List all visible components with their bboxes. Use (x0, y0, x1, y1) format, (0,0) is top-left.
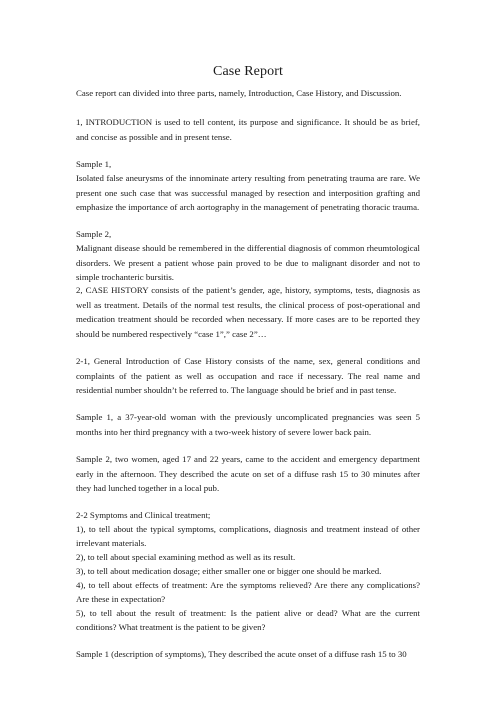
sample-description-paragraph: Sample 1 (description of symptoms), They described the acute onset of a diffuse rash 15 to 30 (76, 649, 407, 659)
sample-2-label: Sample 2, (76, 229, 112, 239)
general-introduction-paragraph: 2-1, General Introduction of Case History consists of the name, sex, general conditions and complaints of the patient as well as occupation and race if necessary. The real name and residential number shouldn’t be referred to. The language should be brief and in past tense. (76, 356, 420, 395)
list-item-3: 3), to tell about medication dosage; either smaller one or bigger one should be marked. (76, 566, 382, 576)
sample-1-text: Isolated false aneurysms of the innominate artery resulting from penetrating trauma are rare. We present one such case that was successful managed by resection and interposition grafting and emphasize the importance of arch aortography in the management of penetrating thoracic trauma. (76, 173, 420, 212)
sample-1-label: Sample 1, (76, 159, 112, 169)
case-history-section-paragraph: 2, CASE HISTORY consists of the patient’s gender, age, history, symptoms, tests, diagnosis as well as treatment. Details of the normal test results, the clinical process of post-operational and medication treatment should be recorded when necessary. If more cases are to be reported they should be numbered respectively “case 1”,” case 2”… (76, 285, 420, 339)
symptoms-section-heading: 2-2 Symptoms and Clinical treatment; (76, 510, 211, 520)
document-title: Case Report (213, 64, 283, 79)
sample-2-case-paragraph: Sample 2, two women, aged 17 and 22 years, came to the accident and emergency department early in the afternoon. They described the acute on set of a diffuse rash 15 to 30 minutes after they had lunched together in a local pub. (76, 454, 420, 493)
introduction-section-paragraph: 1, INTRODUCTION is used to tell content, its purpose and significance. It should be as brief, and concise as possible and in present tense. (76, 117, 420, 142)
sample-2-text: Malignant disease should be remembered in the differential diagnosis of common rheumtological disorders. We present a patient whose pain proved to be due to malignant disorder and not to simple trochanteric bursitis. (76, 243, 420, 282)
sample-1-case-paragraph: Sample 1, a 37-year-old woman with the previously uncomplicated pregnancies was seen 5 months into her third pregnancy with a two-week history of severe lower back pain. (76, 412, 420, 437)
list-item-1: 1), to tell about the typical symptoms, complications, diagnosis and treatment instead of other irrelevant materials. (76, 524, 420, 548)
list-item-2: 2), to tell about special examining method as well as its result. (76, 552, 296, 562)
list-item-5: 5), to tell about the result of treatment: Is the patient alive or dead? What are the current conditions? What treatment is the patient to be given? (76, 608, 420, 632)
intro-paragraph: Case report can divided into three parts, namely, Introduction, Case History, and Discussion. (76, 88, 402, 98)
list-item-4: 4), to tell about effects of treatment: Are the symptoms relieved? Are there any complications? Are these in expectation? (76, 580, 420, 604)
